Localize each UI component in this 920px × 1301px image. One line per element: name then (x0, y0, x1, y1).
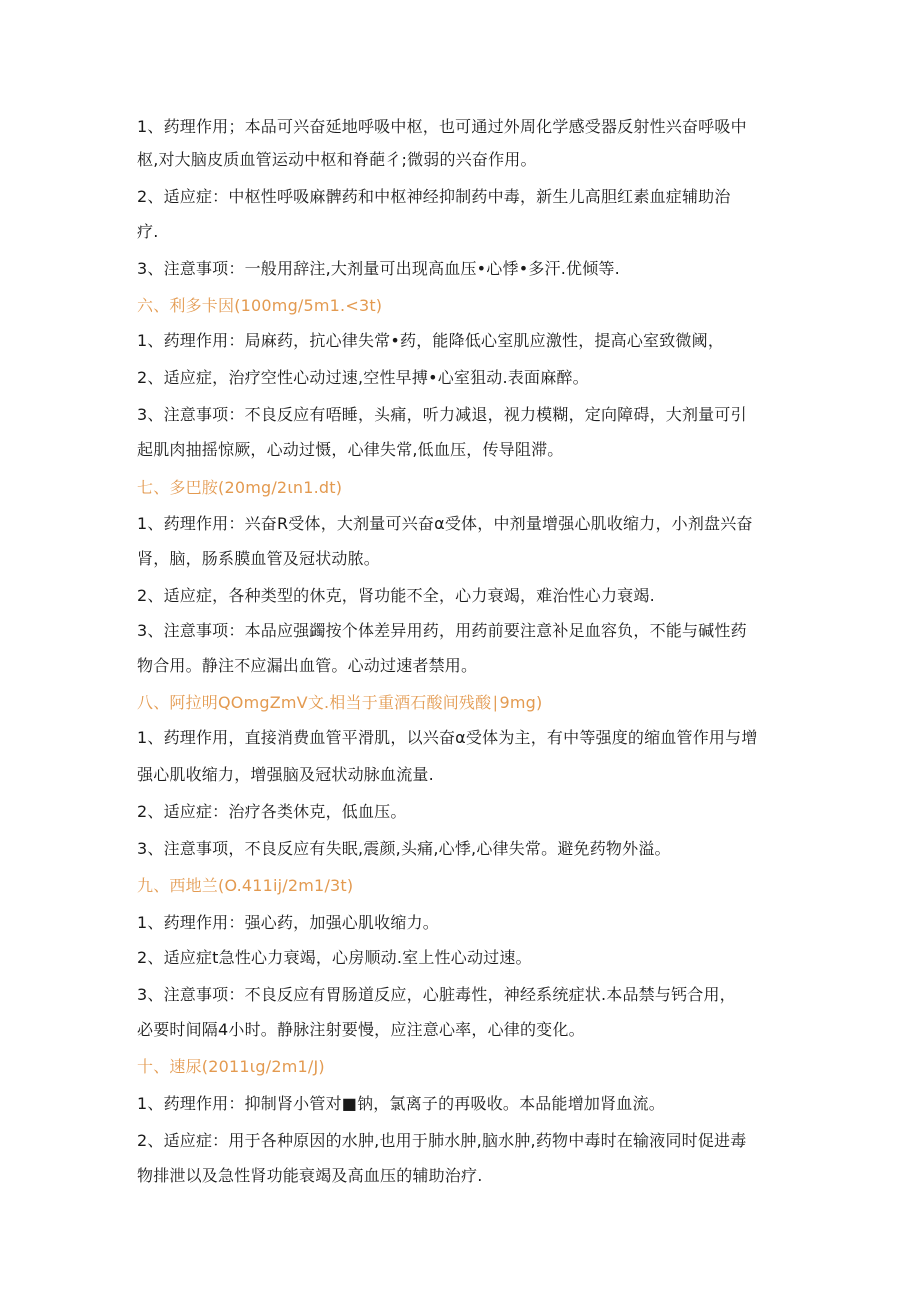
section-heading: 八、阿拉明QOmgZmV文.相当于重酒石酸间残酸∣9mg) (137, 693, 543, 712)
text-line: 物合用。静注不应漏出血管。心动过速者禁用。 (137, 656, 478, 675)
text-line: 2、适应症，各种类型的休克，肾功能不全，心力衰竭，难治性心力衰竭. (137, 586, 655, 605)
text-line: 3、注意事项：不良反应有胃肠道反应，心脏毒性，神经系统症状.本品禁与钙合用， (137, 985, 736, 1004)
text-line: 1、药理作用；本品可兴奋延地呼吸中枢，也可通过外周化学感受器反射性兴奋呼吸中 (137, 117, 747, 136)
text-line: 物排泄以及急性肾功能衰竭及高血压的辅助治疗. (137, 1166, 483, 1185)
text-line: 肾，脑，肠系膜血管及冠状动脓。 (137, 549, 381, 568)
text-line: 枢,对大脑皮质血管运动中枢和脊葩彳;微弱的兴奋作用。 (137, 150, 537, 169)
text-line: 1、药理作用：局麻药，抗心律失常•药，能降低心室肌应激性，提高心室致微阈， (137, 331, 725, 350)
text-line: 2、适应症：中枢性呼吸麻髀药和中枢神经抑制药中毒，新生儿高胆红素血症辅助治 (137, 187, 731, 206)
text-line: 1、药理作用，直接消费血管平滑肌，以兴奋α受体为主，有中等强度的缩血管作用与增 (137, 728, 758, 747)
text-line: 1、药理作用：抑制肾小管对■钠，氯离子的再吸收。本品能增加肾血流。 (137, 1094, 665, 1113)
section-heading: 十、速尿(2011ιg∕2m1∕J) (137, 1057, 325, 1076)
text-line: 2、适应症：用于各种原因的水肿,也用于肺水肿,脑水肿,药物中毒时在输液同时促进毒 (137, 1131, 747, 1150)
section-heading: 七、多巴胺(20mg∕2ιn1.dt) (137, 478, 343, 497)
text-line: 2、适应症t急性心力衰竭，心房顺动.室上性心动过速。 (137, 948, 532, 967)
section-heading: 六、利多卡因(100mg∕5m1.<3t) (137, 296, 383, 315)
text-line: 疗. (137, 222, 159, 241)
text-line: 起肌肉抽摇惊厥，心动过慑，心律失常,低血压，传导阻滞。 (137, 440, 564, 459)
text-line: 3、注意事项：本品应强蠲按个体差异用药，用药前要注意补足血容负，不能与碱性药 (137, 621, 747, 640)
text-line: 1、药理作用：强心药，加强心肌收缩力。 (137, 913, 439, 932)
section-heading: 九、西地兰(O.411ij∕2m1∕3t) (137, 876, 354, 895)
text-line: 3、注意事项：一般用辞注,大剂量可出现高血压•心悸•多汗.优倾等. (137, 259, 620, 278)
text-line: 1、药理作用：兴奋R受体，大剂量可兴奋α受体，中剂量增强心肌收缩力，小剂盘兴奋 (137, 514, 753, 533)
text-line: 强心肌收缩力，增强脑及冠状动脉血流量. (137, 765, 434, 784)
text-line: 必要时间隔4小时。静脉注射要慢，应注意心率，心律的变化。 (137, 1020, 585, 1039)
text-line: 3、注意事项，不良反应有失眠,震颜,头痛,心悸,心律失常。避免药物外溢。 (137, 839, 671, 858)
text-line: 2、适应症，治疗空性心动过速,空性早搏•心室狙动.表面麻醉。 (137, 368, 589, 387)
text-line: 3、注意事项：不良反应有唔睡，头痛，听力减退，视力模糊，定向障碍，大剂量可引 (137, 405, 747, 424)
text-line: 2、适应症：治疗各类休克，低血压。 (137, 802, 407, 821)
